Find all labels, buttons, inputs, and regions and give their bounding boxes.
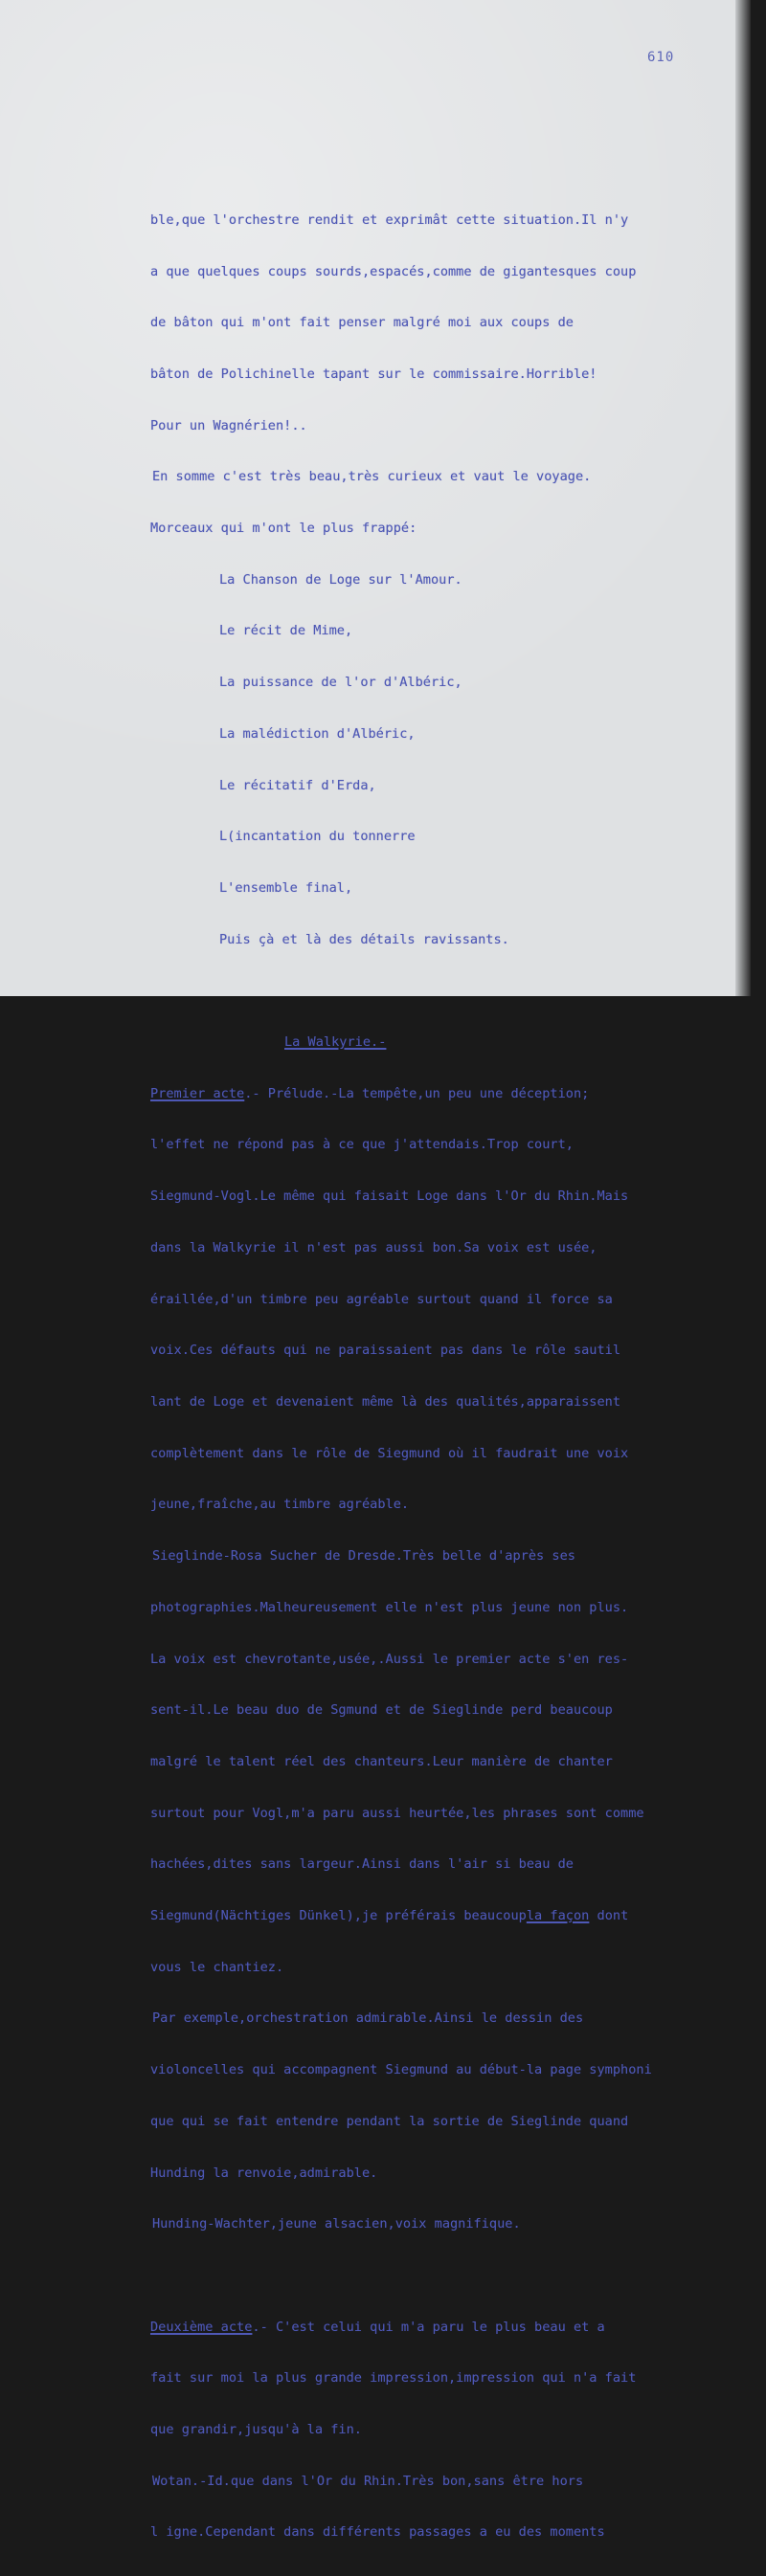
list-item: La puissance de l'or d'Albéric,	[219, 675, 462, 691]
text-line: que qui se fait entendre pendant la sortie de Sieglinde quand	[150, 2113, 629, 2129]
text-line: que grandir,jusqu'à la fin.	[150, 2422, 362, 2438]
list-item: Le récit de Mime,	[219, 623, 353, 639]
text-line: fait sur moi la plus grande impression,impression qui n'a fait	[150, 2370, 637, 2387]
text-line: l'effet ne répond pas à ce que j'attendais.Trop court,	[150, 1137, 574, 1153]
text-line: lant de Loge et devenaient même là des qualités,apparaissent	[150, 1393, 621, 1410]
text-line: sent-il.Le beau duo de Sgmund et de Sieglinde perd beaucoup	[150, 1702, 613, 1719]
text-line: Sieglinde-Rosa Sucher de Dresde.Très belle d'après ses	[152, 1548, 575, 1565]
text-line: Hunding-Wachter,jeune alsacien,voix magnifique.	[152, 2216, 521, 2232]
heading-walkyrie: La Walkyrie.-	[284, 1034, 387, 1051]
text-line: photographies.Malheureusement elle n'est plus jeune non plus.	[150, 1599, 629, 1615]
text-line: vous le chantiez.	[150, 1959, 284, 1975]
text-run: dont	[589, 1908, 629, 1924]
underlined-phrase: la façon	[526, 1908, 590, 1924]
text-line: jeune,fraîche,au timbre agréable.	[150, 1497, 410, 1513]
text-run: Siegmund(Nächtiges Dünkel),je préférais beaucoup	[150, 1908, 527, 1924]
text-run: .- C'est celui qui m'a paru le plus beau et a	[252, 2319, 605, 2335]
text-line: complètement dans le rôle de Siegmund où il faudrait une voix	[150, 1445, 629, 1461]
text-line: hachées,dites sans largeur.Ainsi dans l'air si beau de	[150, 1856, 574, 1873]
act-heading: Premier acte	[150, 1085, 245, 1101]
section-heading	[150, 1034, 754, 1052]
text-line: La voix est chevrotante,usée,.Aussi le premier acte s'en res-	[150, 1651, 629, 1667]
text-line: voix.Ces défauts qui ne paraissaient pas dans le rôle sautil	[150, 1343, 621, 1359]
text-line: violoncelles qui accompagnent Siegmund au début-la page symphoni	[150, 2062, 652, 2078]
list-item: La Chanson de Loge sur l'Amour.	[219, 571, 462, 588]
text-line: a que quelques coups sourds,espacés,comme de gigantesques coup	[150, 263, 637, 279]
text-line: l igne.Cependant dans différents passages a eu des moments	[150, 2524, 605, 2541]
act-heading: Deuxième acte	[150, 2319, 253, 2335]
text-line: dans la Walkyrie il n'est pas aussi bon.Sa voix est usée,	[150, 1239, 597, 1255]
list-item: L'ensemble final,	[219, 879, 353, 896]
text-line: Wotan.-Id.que dans l'Or du Rhin.Très bon,sans être hors	[152, 2473, 584, 2489]
list-item: L(incantation du tonnerre	[219, 829, 416, 845]
text-line: Siegmund-Vogl.Le même qui faisait Loge dans l'Or du Rhin.Mais	[150, 1188, 629, 1205]
letter-body	[150, 178, 754, 2576]
text-line: bâton de Polichinelle tapant sur le commissaire.Horrible!	[150, 366, 597, 382]
text-line: malgré le talent réel des chanteurs.Leur manière de chanter	[150, 1753, 613, 1769]
blank-line	[150, 2268, 754, 2285]
text-line: de bâton qui m'ont fait penser malgré moi aux coups de	[150, 315, 574, 331]
text-line	[150, 2320, 754, 2337]
text-line: Pour un Wagnérien!..	[150, 417, 307, 433]
text-line: Morceaux qui m'ont le plus frappé:	[150, 521, 417, 537]
text-run: .- Prélude.-La tempête,un peu une déception;	[244, 1085, 590, 1101]
text-line	[150, 1086, 754, 1103]
text-line: En somme c'est très beau,très curieux et vaut le voyage.	[152, 469, 592, 485]
blank-line	[150, 983, 754, 1000]
text-line: surtout pour Vogl,m'a paru aussi heurtée,les phrases sont comme	[150, 1805, 644, 1821]
text-line: ble,que l'orchestre rendit et exprimât cette situation.Il n'y	[150, 211, 629, 228]
list-item: La malédiction d'Albéric,	[219, 725, 416, 742]
text-line: Par exemple,orchestration admirable.Ainsi le dessin des	[152, 2010, 584, 2027]
text-line: éraillée,d'un timbre peu agréable surtout quand il force sa	[150, 1291, 613, 1307]
list-item: Puis çà et là des détails ravissants.	[219, 931, 509, 947]
page-number: 610	[647, 50, 675, 65]
text-line: Hunding la renvoie,admirable.	[150, 2165, 378, 2181]
list-item: Le récitatif d'Erda,	[219, 777, 376, 793]
text-line	[150, 1908, 754, 1925]
